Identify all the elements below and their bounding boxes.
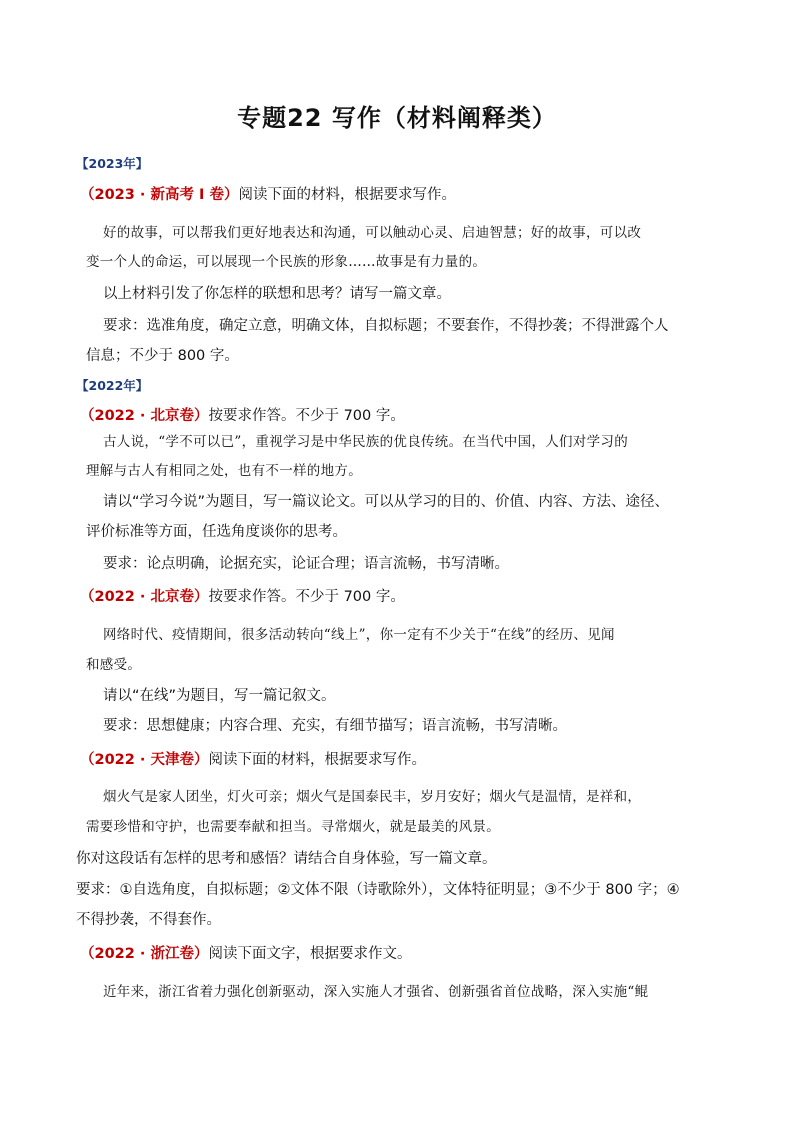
question-4-material-line: 需要珍惜和守护，也需要奉献和担当。寻常烟火，就是最美的风景。	[86, 819, 500, 835]
question-1-material-line: 变一个人的命运，可以展现一个民族的形象……故事是有力量的。	[86, 254, 487, 270]
question-2-instruction: 按要求作答。不少于 700 字。	[208, 408, 405, 424]
year-header-2022: 【2022年】	[76, 378, 149, 393]
question-2-prompt-line: 请以“学习今说”为题目，写一篇议论文。可以从学习的目的、价值、内容、方法、途径、	[103, 494, 670, 510]
question-4-material-line: 烟火气是家人团坐，灯火可亲；烟火气是国泰民丰，岁月安好；烟火气是温情，是祥和，	[103, 789, 642, 805]
question-3-source: （2022 · 北京卷）	[80, 589, 209, 605]
question-3-prompt: 请以“在线”为题目，写一篇记叙文。	[103, 688, 336, 704]
question-2-prompt-line: 评价标准等方面，任选角度谈你的思考。	[86, 524, 347, 540]
question-1-requirement-line: 信息；不少于 800 字。	[86, 348, 239, 364]
question-4-instruction: 阅读下面的材料，根据要求写作。	[208, 752, 426, 768]
question-1-header	[80, 183, 456, 204]
question-5-source: （2022 · 浙江卷）	[80, 946, 209, 962]
question-2-header	[80, 404, 405, 425]
question-3-material-line: 和感受。	[86, 657, 142, 673]
question-3-requirement: 要求：思想健康；内容合理、充实，有细节描写；语言流畅，书写清晰。	[103, 718, 567, 734]
question-2-material-line: 理解与古人有相同之处，也有不一样的地方。	[86, 463, 362, 479]
question-1-instruction: 阅读下面的材料，根据要求写作。	[238, 187, 456, 203]
question-1-prompt: 以上材料引发了你怎样的联想和思考？请写一篇文章。	[103, 286, 451, 302]
question-1-material-line: 好的故事，可以帮我们更好地表达和沟通，可以触动心灵、启迪智慧；好的故事，可以改	[103, 225, 642, 241]
question-5-header	[80, 942, 411, 963]
question-4-source: （2022 · 天津卷）	[80, 752, 209, 768]
question-4-prompt: 你对这段话有怎样的思考和感悟？请结合自身体验，写一篇文章。	[76, 851, 497, 867]
page-title: 专题22 写作（材料阐释类）	[237, 104, 557, 132]
question-4-header	[80, 748, 426, 769]
year-header-2023: 【2023年】	[76, 156, 149, 171]
question-3-instruction: 按要求作答。不少于 700 字。	[208, 589, 405, 605]
question-3-header	[80, 585, 405, 606]
question-2-requirement: 要求：论点明确，论据充实，论证合理；语言流畅，书写清晰。	[103, 556, 509, 572]
question-2-material-line: 古人说，“学不可以已”，重视学习是中华民族的优良传统。在当代中国，人们对学习的	[103, 434, 629, 450]
question-1-source: （2023 · 新高考 I 卷）	[80, 187, 239, 203]
question-4-requirement-line: 不得抄袭，不得套作。	[76, 912, 221, 928]
question-4-requirement-line: 要求：①自选角度，自拟标题；②文体不限（诗歌除外），文体特征明显；③不少于 800 字；④	[76, 882, 680, 898]
question-3-material-line: 网络时代、疫情期间，很多活动转向“线上”，你一定有不少关于“在线”的经历、见闻	[103, 627, 615, 643]
question-5-material-line: 近年来，浙江省着力强化创新驱动，深入实施人才强省、创新强省首位战略，深入实施“鲲	[103, 984, 649, 1000]
question-2-source: （2022 · 北京卷）	[80, 408, 209, 424]
question-1-requirement-line: 要求：选准角度，确定立意，明确文体，自拟标题；不要套作，不得抄袭；不得泄露个人	[103, 318, 669, 334]
question-5-instruction: 阅读下面文字，根据要求作文。	[208, 946, 412, 962]
